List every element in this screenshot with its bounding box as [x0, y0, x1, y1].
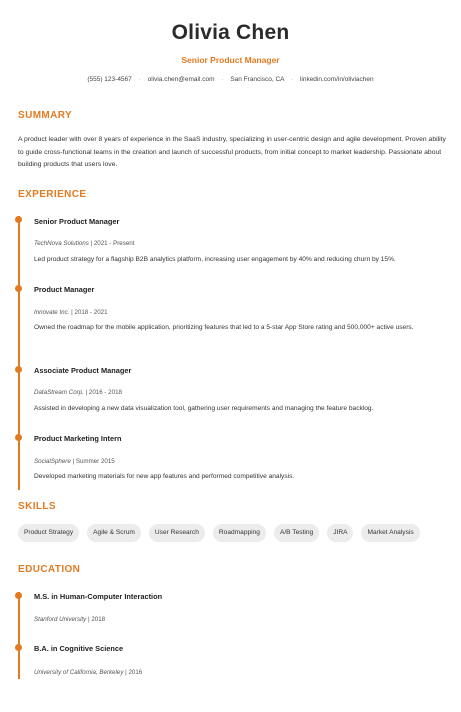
- education-timeline: [18, 592, 20, 679]
- experience-timeline: [18, 216, 20, 490]
- school-name: University of California, Berkeley: [34, 669, 124, 676]
- job-meta: SocialSphere | Summer 2015: [34, 458, 115, 465]
- job-dates: Summer 2015: [75, 458, 115, 465]
- company-name: TechNova Solutions: [34, 240, 89, 247]
- education-meta: Stanford University | 2018: [34, 616, 106, 623]
- experience-heading: EXPERIENCE: [18, 189, 87, 200]
- timeline-dot: [15, 216, 22, 223]
- job-description: Assisted in developing a new data visualization tool, gathering user requirements and managing the feature backlog.: [34, 405, 374, 412]
- company-name: SocialSphere: [34, 458, 71, 465]
- education-meta: University of California, Berkeley | 2016: [34, 669, 143, 676]
- separator-dot: ·: [290, 76, 294, 83]
- job-dates: 2018 - 2021: [74, 309, 108, 316]
- job-title: Product Manager: [34, 285, 95, 294]
- job-dates: 2016 - 2018: [88, 389, 122, 396]
- degree-title: B.A. in Cognitive Science: [34, 644, 124, 653]
- job-description: Led product strategy for a flagship B2B analytics platform, increasing user engagement by 40% and reducing churn by 15%.: [34, 256, 396, 263]
- separator-dot: ·: [138, 76, 141, 83]
- job-title: Product Marketing Intern: [34, 434, 122, 443]
- skill-tag: Agile & Scrum: [87, 524, 141, 542]
- skill-tag: Product Strategy: [18, 524, 79, 542]
- timeline-dot: [15, 366, 22, 373]
- skill-tag: JIRA: [327, 524, 353, 542]
- skill-tag: User Research: [149, 524, 205, 542]
- company-name: Innovate Inc.: [34, 309, 70, 316]
- skills-heading: SKILLS: [18, 501, 56, 512]
- job-dates: 2021 - Present: [93, 240, 135, 247]
- skill-tag: Market Analysis: [361, 524, 419, 542]
- candidate-name: Olivia Chen: [171, 21, 290, 44]
- timeline-dot: [15, 434, 22, 441]
- job-meta: DataStream Corp. | 2016 - 2018: [34, 389, 122, 396]
- timeline-dot: [15, 644, 22, 651]
- summary-text: A product leader with over 8 years of experience in the SaaS industry, specializing in user-centric design and agile development. Proven ability to guide cross-functional teams in the creation and launch of successful products, from initial concept to market leadership. Passionate about building products that users love.: [18, 136, 446, 169]
- company-name: DataStream Corp.: [34, 389, 84, 396]
- job-title: Associate Product Manager: [34, 366, 132, 375]
- timeline-dot: [15, 592, 22, 599]
- candidate-headline: Senior Product Manager: [181, 55, 280, 65]
- summary-heading: SUMMARY: [18, 110, 73, 121]
- timeline-dot: [15, 285, 22, 292]
- job-meta: TechNova Solutions | 2021 - Present: [34, 240, 135, 247]
- contact-line: [0, 76, 461, 83]
- phone-number: (555) 123-4567: [87, 76, 132, 83]
- school-name: Stanford University: [34, 616, 87, 623]
- email-link[interactable]: olivia.chen@email.com: [147, 76, 215, 83]
- location: San Francisco, CA: [230, 76, 285, 83]
- job-title: Senior Product Manager: [34, 217, 120, 226]
- job-description: Developed marketing materials for new app features and performed competitive analysis.: [34, 473, 295, 480]
- job-description: Owned the roadmap for the mobile application, prioritizing features that led to a 5-star App Store rating and 500,000+ active users.: [34, 324, 414, 331]
- degree-title: M.S. in Human-Computer Interaction: [34, 592, 163, 601]
- skill-tag: Roadmapping: [213, 524, 266, 542]
- graduation-year: 2016: [128, 669, 143, 676]
- linkedin-link[interactable]: linkedin.com/in/oliviachen: [299, 76, 374, 83]
- graduation-year: 2018: [91, 616, 106, 623]
- skills-list: [18, 524, 448, 542]
- skill-tag: A/B Testing: [274, 524, 319, 542]
- separator-dot: ·: [221, 76, 224, 83]
- job-meta: Innovate Inc. | 2018 - 2021: [34, 309, 108, 316]
- education-heading: EDUCATION: [18, 564, 81, 575]
